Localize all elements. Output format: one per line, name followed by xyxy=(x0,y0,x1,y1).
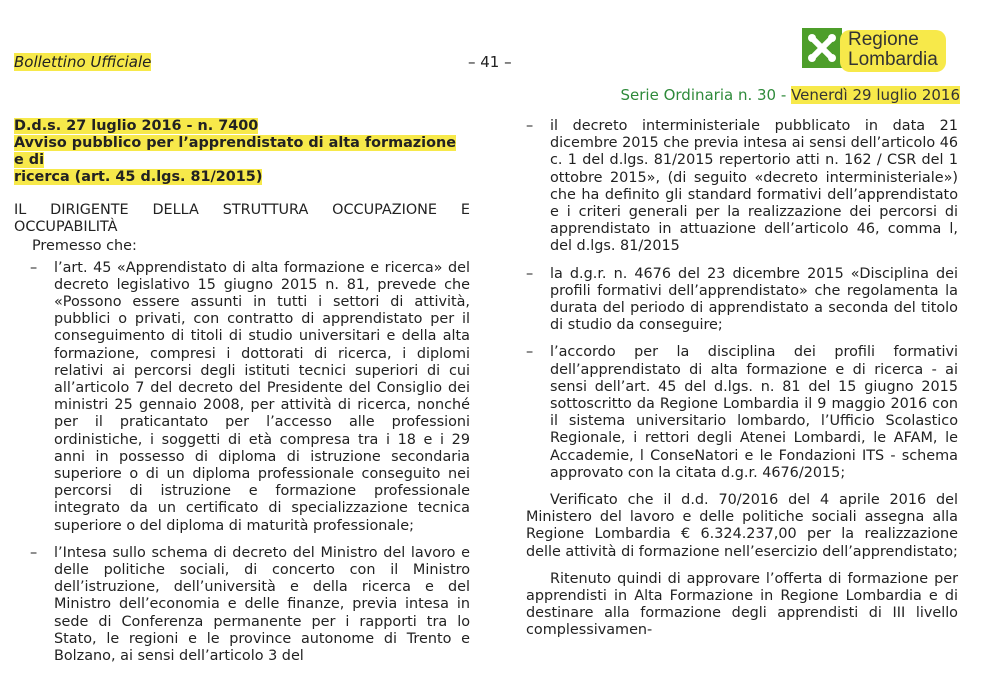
decree-subject-line-2: ricerca (art. 45 d.lgs. 81/2015) xyxy=(14,169,263,185)
right-column xyxy=(526,118,958,650)
series-info xyxy=(621,86,961,104)
issuer-heading: IL DIRIGENTE DELLA STRUTTURA OCCUPAZIONE E OCCUPABILITÀ xyxy=(14,202,470,236)
series-label: Serie Ordinaria n. 30 - xyxy=(620,86,792,104)
list-item: – la d.g.r. n. 4676 del 23 dicembre 2015 «Disciplina dei profili formativi dell’apprendistato» che regolamenta la durata del periodo di apprendistato a seconda del titolo di studio da conseguire; xyxy=(526,265,958,334)
list-item: – l’accordo per la disciplina dei profili formativi dell’apprendistato di alta formazione e di ricerca - ai sensi dell’art. 45 del d.lgs. n. 81 del 15 giugno 2015 sottoscritto da Regione Lombardia il 9 maggio 2016 con il sistema universitario lombardo, l’Ufficio Scolastico Regionale, i rettori degli Atenei Lombardi, le AFAM, le Accademie, l ConseNatori e le Fondazioni ITS - schema approvato con la citata d.g.r. 4676/2015; xyxy=(526,344,958,481)
decree-number: D.d.s. 27 luglio 2016 - n. 7400 xyxy=(14,118,259,134)
issue-date: Venerdì 29 luglio 2016 xyxy=(791,86,960,104)
logo-text xyxy=(840,30,946,72)
decree-subject-line-1: Avviso pubblico per l’apprendistato di alta formazione e di xyxy=(14,135,457,168)
decree-title xyxy=(14,118,470,186)
list-item: – il decreto interministeriale pubblicato in data 21 dicembre 2015 che previa intesa ai sensi dell’articolo 46 c. 1 del d.lgs. 81/2015 repertorio atti n. 162 / CSR del 1 ottobre 2015», (di seguito «decreto interministeriale») che ha definito gli standard formativi dell’apprendistato e i criteri generali per la realizzazione dei percorsi di apprendistato in attuazione dell’articolo 46, comma l, del d.lgs. 81/2015 xyxy=(526,118,959,255)
logo-line-1: Regione xyxy=(848,29,919,50)
premise-label: Premesso che: xyxy=(32,238,137,255)
regione-lombardia-logo-icon xyxy=(802,28,842,68)
page-number: – 41 – xyxy=(468,53,512,71)
logo-line-2: Lombardia xyxy=(848,49,938,70)
regione-lombardia-logo xyxy=(796,22,972,78)
bulletin-title: Bollettino Ufficiale xyxy=(14,53,152,71)
verification-paragraph: Verificato che il d.d. 70/2016 del 4 aprile 2016 del Ministero del lavoro e delle politiche sociali assegna alla Regione Lombardia € 6.324.237,00 per la realizzazione delle attività di formazione nell’esercizio dell’apprendistato; xyxy=(526,492,958,560)
list-item: – l’Intesa sullo schema di decreto del Ministro del lavoro e delle politiche sociali, di concerto con il Ministro dell’istruzione, dell’università e della ricerca e del Ministro dell’economia e delle finanze, previa intesa in sede di Conferenza permanente per i rapporti tra lo Stato, le regioni e le province autonome di Trento e Bolzano, ai sensi dell’articolo 3 del xyxy=(30,544,470,665)
list-item: – l’art. 45 «Apprendistato di alta formazione e ricerca» del decreto legislativo 15 giugno 2015 n. 81, prevede che «Possono essere assunti in tutti i settori di attività, pubblici o privati, con contratto di apprendistato per il conseguimento di titoli di studio universitari e della alta formazione, compresi i dottorati di ricerca, i diplomi relativi ai percorsi degli istituti tecnici superiori di cui all’articolo 7 del decreto del Presidente del Consiglio dei ministri 25 gennaio 2008, per attività di ricerca, nonché per il praticantato per l’accesso alle professioni ordinistiche, i soggetti di età compresa tra i 18 e i 29 anni in possesso di diploma di istruzione secondaria superiore o di un diploma professionale conseguito nei percorsi di istruzione e formazione professionale integrato da un certificato di specializzazione tecnica superiore o del diploma di maturità professionale; xyxy=(30,259,470,534)
resolution-paragraph: Ritenuto quindi di approvare l’offerta di formazione per apprendisti in Alta Formazione in Regione Lombardia e di destinare alla formazione degli apprendisti di III livello complessivamen- xyxy=(526,570,958,639)
left-column xyxy=(14,118,470,675)
